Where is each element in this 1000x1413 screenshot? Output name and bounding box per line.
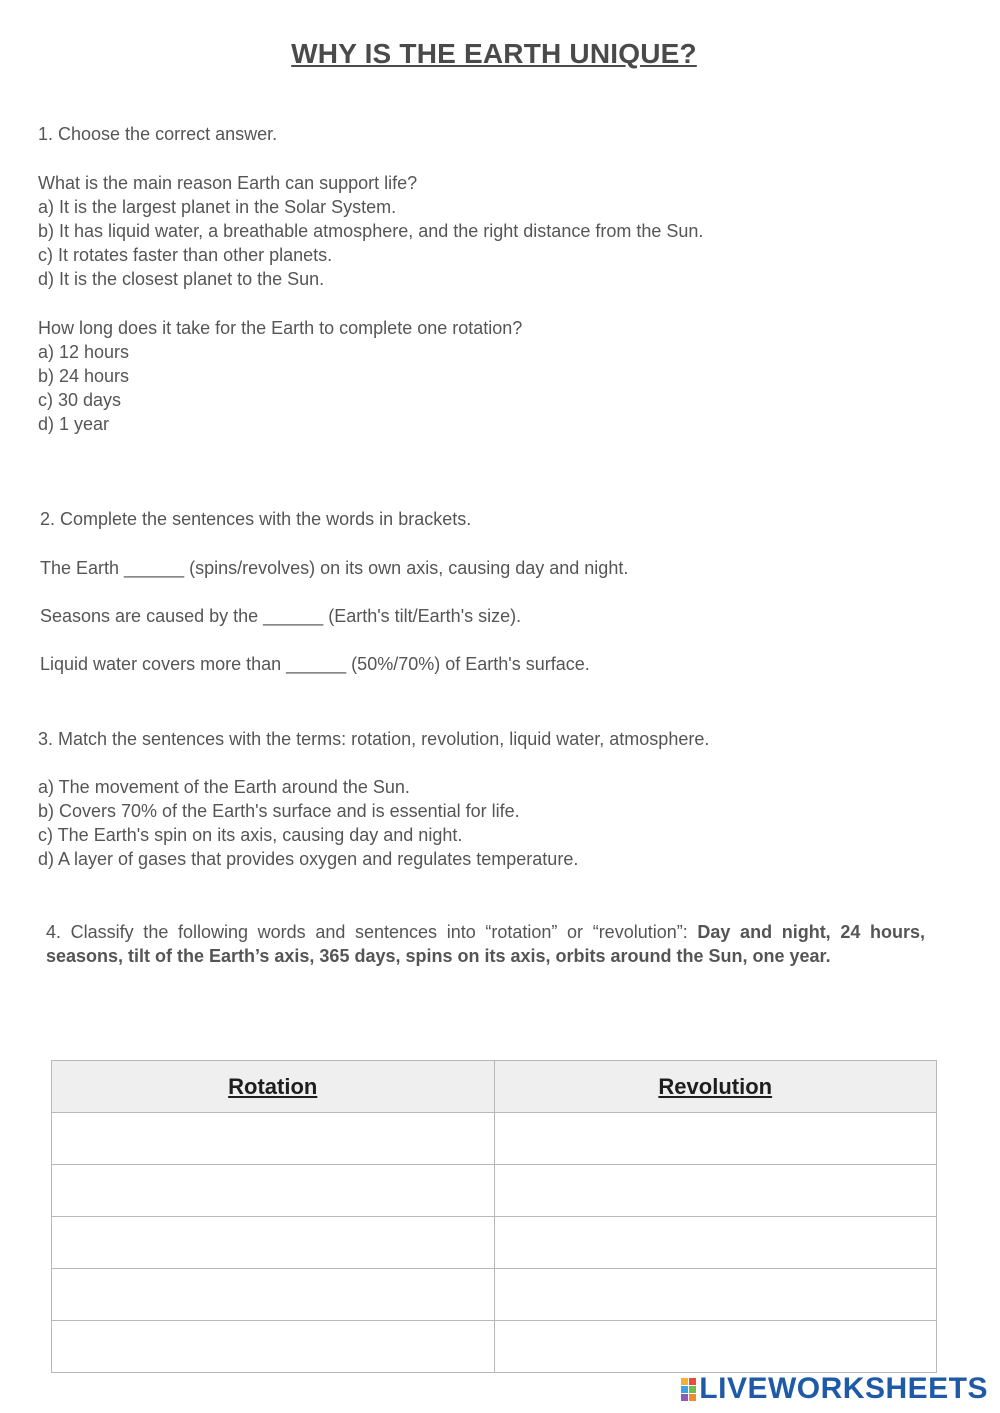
section-2-heading: 2. Complete the sentences with the words in brackets. (40, 509, 472, 529)
revolution-cell[interactable] (494, 1217, 937, 1269)
logo-blocks-icon (681, 1378, 696, 1401)
match-item-c: c) The Earth's spin on its axis, causing day and night. (38, 825, 463, 845)
revolution-cell[interactable] (494, 1321, 937, 1373)
logo-block (681, 1394, 688, 1401)
logo-text: LIVEWORKSHEETS (699, 1372, 988, 1405)
section-4-intro: 4. Classify the following words and sentences into “rotation” or “revolution”: (46, 922, 698, 942)
rotation-cell[interactable] (52, 1217, 495, 1269)
section-3-heading: 3. Match the sentences with the terms: rotation, revolution, liquid water, atmosphere. (38, 729, 710, 749)
match-item-b: b) Covers 70% of the Earth's surface and is essential for life. (38, 801, 520, 821)
match-item-a: a) The movement of the Earth around the Sun. (38, 777, 410, 797)
revolution-cell[interactable] (494, 1269, 937, 1321)
rotation-cell[interactable] (52, 1113, 495, 1165)
option-2b: b) 24 hours (38, 366, 130, 386)
section-1-heading: 1. Choose the correct answer. (38, 124, 278, 144)
option-2a: a) 12 hours (38, 342, 130, 362)
liveworksheets-logo (681, 1373, 988, 1405)
table-row (52, 1321, 937, 1373)
option-2d: d) 1 year (38, 414, 110, 434)
rotation-cell[interactable] (52, 1165, 495, 1217)
question-1: What is the main reason Earth can support life? (38, 173, 418, 193)
revolution-cell[interactable] (494, 1165, 937, 1217)
revolution-cell[interactable] (494, 1113, 937, 1165)
option-1a: a) It is the largest planet in the Solar System. (38, 197, 397, 217)
fill-sentence-3: Liquid water covers more than ______ (50%/70%) of Earth's surface. (40, 654, 590, 674)
rotation-cell[interactable] (52, 1321, 495, 1373)
header-revolution: Revolution (494, 1061, 937, 1113)
worksheet-title: WHY IS THE EARTH UNIQUE? (291, 38, 697, 69)
logo-block (689, 1394, 696, 1401)
logo-block (689, 1386, 696, 1393)
table-row (52, 1113, 937, 1165)
table-row (52, 1165, 937, 1217)
fill-sentence-1: The Earth ______ (spins/revolves) on its own axis, causing day and night. (40, 558, 629, 578)
classification-table (51, 1060, 937, 1373)
option-2c: c) 30 days (38, 390, 122, 410)
header-rotation: Rotation (52, 1061, 495, 1113)
logo-block (689, 1378, 696, 1385)
section-4-word-list: Day and night, 24 hours, seasons, tilt of the Earth’s axis, 365 days, spins on its axis, orbits around the Sun, one year. (46, 922, 926, 967)
section-4-instructions (46, 920, 925, 969)
option-1b: b) It has liquid water, a breathable atmosphere, and the right distance from the Sun. (38, 221, 704, 241)
logo-block (681, 1378, 688, 1385)
option-1c: c) It rotates faster than other planets. (38, 245, 333, 265)
logo-block (681, 1386, 688, 1393)
question-2: How long does it take for the Earth to complete one rotation? (38, 318, 523, 338)
table-row (52, 1217, 937, 1269)
option-1d: d) It is the closest planet to the Sun. (38, 269, 325, 289)
fill-sentence-2: Seasons are caused by the ______ (Earth's tilt/Earth's size). (40, 606, 522, 626)
match-item-d: d) A layer of gases that provides oxygen and regulates temperature. (38, 849, 579, 869)
table-row (52, 1269, 937, 1321)
rotation-cell[interactable] (52, 1269, 495, 1321)
